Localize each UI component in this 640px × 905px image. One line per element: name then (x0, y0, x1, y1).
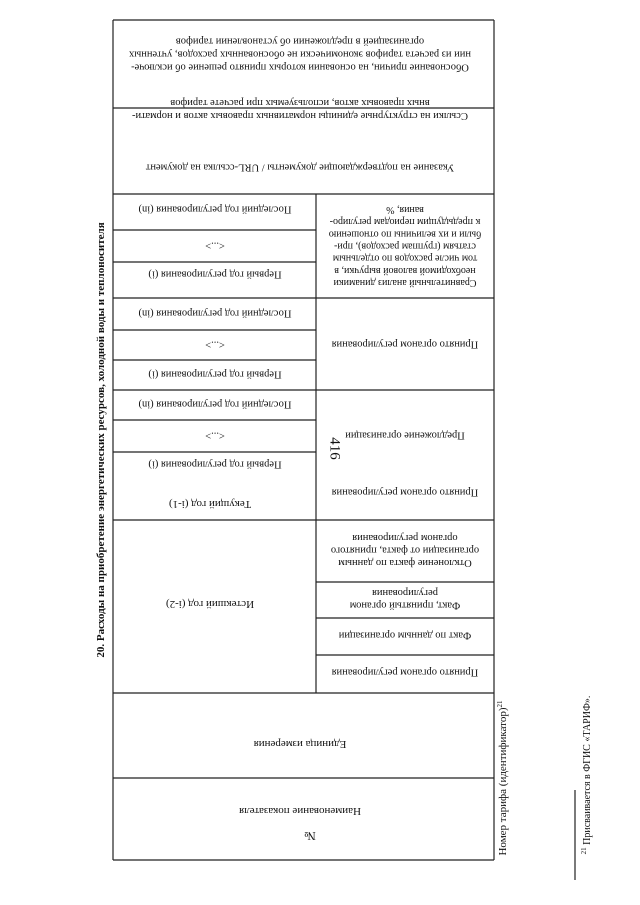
page-number: 416 (326, 437, 343, 460)
justification-line: Обоснование причин, на основании которых принято решение об исключе- (131, 61, 469, 73)
first-year-1-line: Первый год регулирования (i) (148, 458, 282, 470)
fact-accepted (349, 587, 460, 611)
tariff-id-label: Номер тарифа (идентификатор)$^{21}$ (496, 700, 509, 856)
past-year-header (166, 598, 255, 610)
number-header-line: № (304, 828, 316, 843)
indicator-name-header (239, 805, 361, 817)
unit-header (254, 738, 347, 750)
footnote-number: 21 (580, 847, 588, 855)
first-year-1 (148, 458, 282, 469)
footnote-text (580, 696, 593, 855)
accepted-reg-1-line: Принято органом регулирования (331, 666, 479, 678)
last-year-2-line: Последний год регулирования (in) (138, 307, 292, 319)
ellipsis-2-line: <...> (205, 338, 225, 350)
tariff-id-footnote-ref: 21 (496, 700, 504, 708)
legal-refs (132, 97, 468, 121)
fact-accepted-line: Факт, принятый органом (349, 599, 461, 611)
first-year-3-line: Первый год регулирования (i) (148, 268, 282, 280)
first-year-2 (148, 368, 282, 379)
ellipsis-1 (205, 429, 225, 440)
legal-refs-line: вных правовых актов, используемых при расчете тарифов (170, 96, 430, 108)
accepted-reg-2-line: Принято органом регулирования (331, 486, 479, 498)
deviation-line: Отклонение факта по данным (338, 556, 472, 568)
unit-header-line: Единица измерения (253, 738, 347, 751)
ellipsis-2 (205, 338, 225, 349)
accepted-reg-3-line: Принято органом регулирования (331, 338, 479, 350)
indicator-name-header-line: Наименование показателя (239, 805, 361, 818)
deviation-line: органом регулирования (352, 531, 458, 543)
last-year-1-line: Последний год регулирования (in) (138, 398, 292, 410)
fact-org (338, 629, 471, 640)
comparative-analysis (328, 204, 481, 288)
justification-line: организацией в предложении об установлении тарифов (175, 35, 425, 47)
justification-line: нии из расчета тарифов экономически не обоснованных расходов, учтенных (128, 48, 472, 60)
deviation (331, 532, 479, 568)
last-year-3-line: Последний год регулирования (in) (138, 203, 292, 215)
comparative-analysis-line: вания, % (386, 203, 424, 215)
comparative-analysis-line: были и их величины по отношению (328, 228, 482, 240)
url-docs (145, 161, 454, 172)
accepted-reg-1 (332, 666, 479, 677)
ellipsis-1-line: <...> (205, 429, 225, 441)
past-year-header-line: Истекший год (i-2) (165, 598, 255, 611)
accepted-reg-3 (332, 338, 479, 349)
legal-refs-line: Ссылки на структурные единицы нормативных правовых актов и нормати- (132, 109, 468, 121)
comparative-analysis-line: статьям (группам расходов), при- (334, 240, 476, 252)
section-title: 20. Расходы на приобретение энергетических ресурсов, холодной воды и теплоносителя (95, 222, 107, 658)
url-docs-line: Указание на подтверждающие документы / URL-ссылка на документ (145, 161, 455, 173)
last-year-3 (138, 203, 292, 214)
deviation-line: организации от факта, принятого (330, 544, 480, 556)
comparative-analysis-line: Сравнительный анализ динамики (333, 277, 477, 289)
current-year-header-line: Текущий год (i-1) (168, 498, 252, 511)
comparative-analysis-line: к предыдущим периодам регулиро- (329, 216, 481, 228)
accepted-reg-2 (332, 486, 479, 497)
fact-accepted-line: регулирования (372, 587, 438, 599)
last-year-2 (138, 307, 292, 318)
comparative-analysis-line: том числе расходов по отдельным (332, 252, 478, 264)
org-proposal-line: Предложение организации (345, 429, 465, 441)
org-proposal (345, 429, 465, 440)
last-year-1 (138, 398, 292, 409)
footnote-body: Присваивается в ФГИС «ТАРИФ». (582, 695, 593, 848)
first-year-2-line: Первый год регулирования (i) (148, 368, 282, 380)
first-year-3 (148, 268, 282, 279)
ellipsis-3 (205, 239, 225, 250)
ellipsis-3-line: <...> (205, 239, 225, 251)
current-year-header (169, 498, 252, 510)
fact-org-line: Факт по данным организации (338, 629, 472, 641)
number-header (304, 829, 315, 843)
justification (128, 35, 471, 72)
comparative-analysis-line: необходимой валовой выручки, в (334, 264, 476, 276)
